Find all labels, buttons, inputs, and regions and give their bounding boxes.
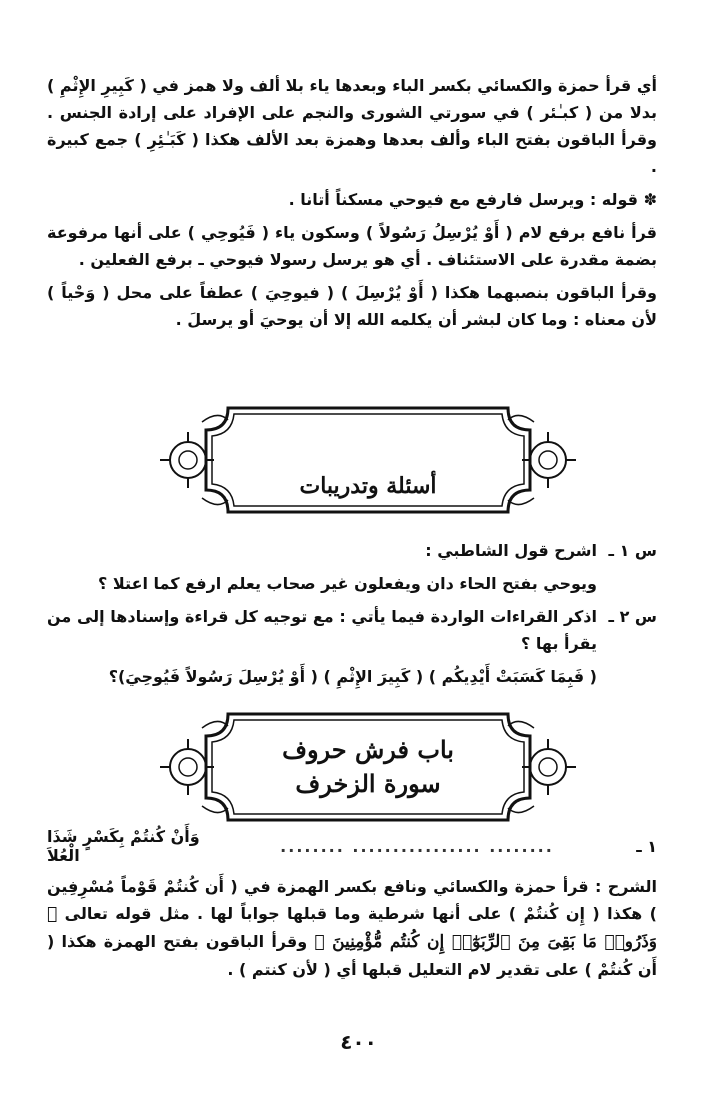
question-2-text: اذكر القراءات الواردة فيما يأتي : مع توجيه كل قراءة وإسنادها إلى من يقرأ بها ؟ [47, 607, 597, 653]
verse-number: ١ ـ [636, 836, 657, 856]
questions-section [47, 537, 657, 696]
question-1-label: س ١ ـ [608, 541, 657, 560]
page-number: ٤٠٠ [340, 1030, 377, 1054]
sharh-section [47, 873, 657, 983]
verse-intro: ✽ قوله : ويرسل فارفع مع فيوحي مسكناً أتانا . [288, 190, 657, 209]
chapter-title: باب فرش حروف [282, 735, 454, 764]
sharh-text-1: قرأ حمزة والكسائي ونافع بكسر الهمزة في ( أَن كُنتُمْ قَوْماً مُسْرِفِين ) هكذا ( إِن كُنتُمْ ) على أنها شرطية وما قبلها جواباً لها . مثل قوله تعالى [47, 877, 657, 923]
chapter-heading-frame [158, 708, 578, 826]
intro-paragraph-1: أي قرأ حمزة والكسائي بكسر الباء وبعدها ياء بلا ألف ولا همز في ( كَبِيرِ الإِثْمِ ) بدلا من ( كبـٰئر ) في سورتي الشورى والنجم على الإفراد على إرادة الجنس . وقرأ الباقون بفتح الباء وألف بعدها وهمزة بعد الألف هكذا ( كَبَـٰئِرِ ) جمع كبيرة . [47, 76, 657, 176]
exercises-heading-frame [158, 400, 578, 520]
sharh-label: الشرح : [594, 877, 657, 896]
question-1-text: اشرح قول الشاطبي : [425, 541, 597, 560]
intro-paragraph-2: قرأ نافع برفع لام ( أَوْ يُرْسِلُ رَسُولاً ) وسكون ياء ( فَيُوحِي ) على أنها مرفوعة بضمة مقدرة على الاستئناف . أي هو يرسل رسولا فيوحي ـ برفع الفعلين . [47, 223, 657, 269]
question-1-verse: ويوحي بفتح الحاء دان ويفعلون غير صحاب يعلم ارفع كما اعتلا ؟ [98, 574, 597, 593]
intro-section [47, 72, 657, 339]
verse-text: وَأَنْ كُنتُمْ بِكَسْرٍ شَذَا الْعُلاَ [47, 827, 200, 865]
intro-paragraph-3: وقرأ الباقون بنصبهما هكذا ( أَوْ يُرْسِلَ ) ( فيوحِيَ ) عطفاً على محل ( وَحْياً ) لأن معناه : وما كان لبشر أن يكلمه الله إلا أن يوحيَ أو يرسلَ . [47, 283, 657, 329]
verse-dots: ........ ................ ........ [280, 836, 554, 856]
sharh-text-2: وقرأ الباقون بفتح الهمزة هكذا ( أَن كُنتُمْ ) على تقدير لام التعليل قبلها أي ( لأن كنتم ) . [47, 932, 657, 979]
question-2-label: س ٢ ـ [608, 607, 657, 626]
question-2-items: ( فَبِمَا كَسَبَتْ أَيْدِيكُم ) ( كَبِيرَ الإِثْمِ ) ( أَوْ يُرْسِلَ رَسُولاً فَيُوحِيَ)؟ [108, 667, 597, 686]
surah-title: سورة الزخرف [295, 769, 441, 798]
exercises-title: أسئلة وتدريبات [299, 473, 437, 499]
quran-quote: ﴿ وَذَرُوا۟ مَا بَقِىَ مِنَ ٱلرِّبَوٰٓا۟ إِن كُنتُم مُّؤْمِنِينَ ﴾ [47, 904, 658, 952]
shatibi-verse [47, 827, 657, 865]
